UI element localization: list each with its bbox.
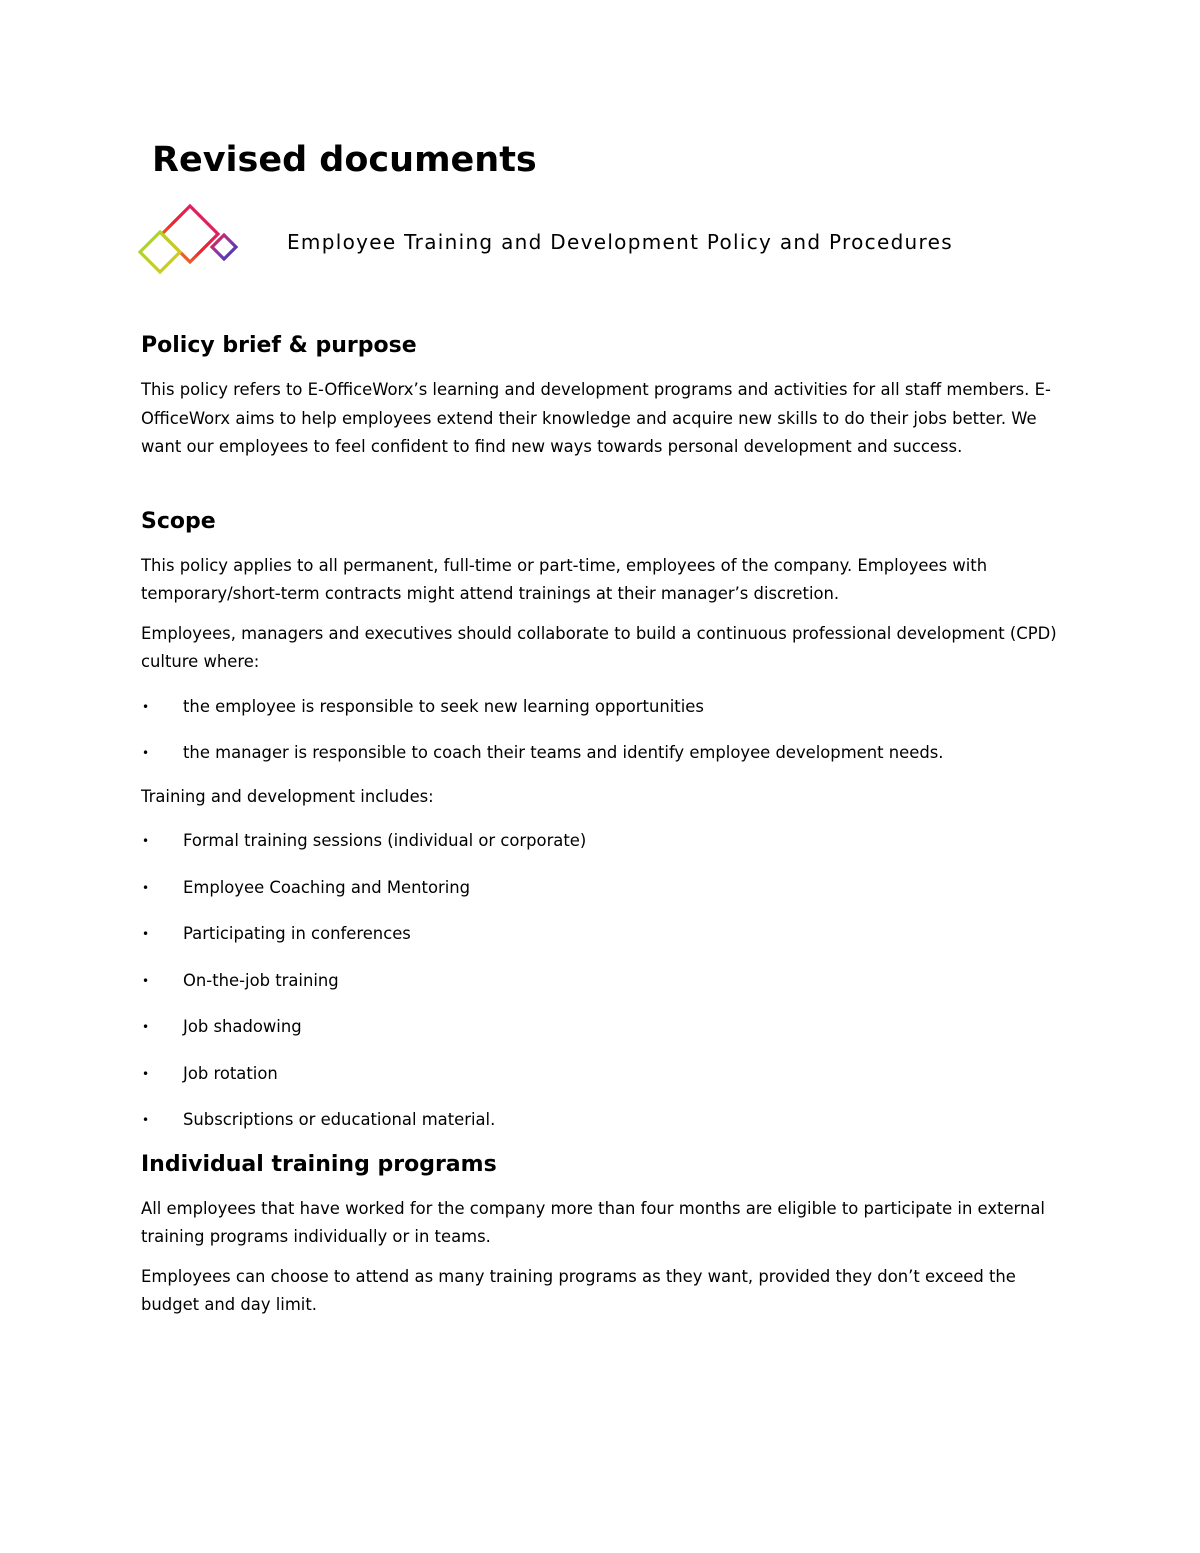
- policy-paragraph: This policy refers to E-OfficeWorx’s learning and development programs and activities for all staff members. E-OfficeWorx aims to help employees extend their knowledge and acquire new skills to do their jobs better. We want our employees to feel confident to find new ways towards personal development and success.: [141, 380, 1051, 456]
- list-item: [141, 1060, 1061, 1089]
- logo-left-diamond: [140, 232, 180, 272]
- list-item-text: Job rotation: [183, 1063, 278, 1083]
- individual-training-section: [141, 1149, 1061, 1320]
- list-item-text: Job shadowing: [183, 1017, 302, 1036]
- list-item-text: the employee is responsible to seek new learning opportunities: [183, 696, 704, 716]
- bullet-icon: •: [142, 1066, 150, 1081]
- list-item-text: the manager is responsible to coach their teams and identify employee development needs.: [183, 743, 944, 762]
- list-item: [141, 874, 1061, 903]
- bullet-icon: •: [142, 880, 150, 895]
- culture-list: [141, 693, 1061, 768]
- individual-paragraph-2: Employees can choose to attend as many training programs as they want, provided they don’t exceed the budget and day limit.: [141, 1266, 1016, 1314]
- list-item-text: Participating in conferences: [183, 924, 411, 943]
- document-title: Revised documents: [152, 140, 537, 180]
- bullet-icon: •: [142, 973, 150, 988]
- bullet-icon: •: [142, 927, 150, 941]
- list-item: [141, 920, 1061, 949]
- bullet-icon: •: [142, 1113, 150, 1127]
- scope-section: [141, 506, 1061, 1135]
- bullet-icon: •: [142, 834, 150, 848]
- scope-paragraph-2: Employees, managers and executives should collaborate to build a continuous professional development (CPD) culture where:: [141, 623, 1057, 671]
- list-item: [141, 693, 1061, 722]
- bullet-icon: •: [142, 746, 150, 760]
- bullet-icon: •: [142, 1020, 150, 1034]
- list-item: [141, 739, 1061, 768]
- document-body: [141, 330, 1061, 1320]
- individual-training-heading: Individual training programs: [141, 1151, 497, 1177]
- logo-big-diamond: [162, 206, 218, 262]
- list-item: [141, 967, 1061, 996]
- scope-paragraph-1: This policy applies to all permanent, full-time or part-time, employees of the company. Employees with temporary/short-term contracts might attend trainings at their manager’s discretion.: [141, 555, 988, 603]
- list-item-text: On-the-job training: [183, 970, 339, 990]
- individual-paragraph-1: All employees that have worked for the company more than four months are eligible to participate in external training programs individually or in teams.: [141, 1198, 1045, 1246]
- includes-intro: Training and development includes:: [141, 786, 434, 806]
- list-item-text: Subscriptions or educational material.: [183, 1110, 496, 1129]
- scope-heading: Scope: [141, 508, 216, 534]
- diamond-squares-logo-icon: [138, 200, 242, 276]
- bullet-icon: •: [142, 699, 150, 714]
- policy-section: [141, 330, 1061, 462]
- includes-list: [141, 827, 1061, 1135]
- policy-heading: Policy brief & purpose: [141, 333, 417, 358]
- list-item: [141, 1106, 1061, 1135]
- list-item: [141, 1013, 1061, 1042]
- list-item: [141, 827, 1061, 856]
- list-item-text: Employee Coaching and Mentoring: [183, 877, 471, 897]
- list-item-text: Formal training sessions (individual or corporate): [183, 831, 587, 850]
- document-subtitle: Employee Training and Development Policy and Procedures: [287, 230, 953, 254]
